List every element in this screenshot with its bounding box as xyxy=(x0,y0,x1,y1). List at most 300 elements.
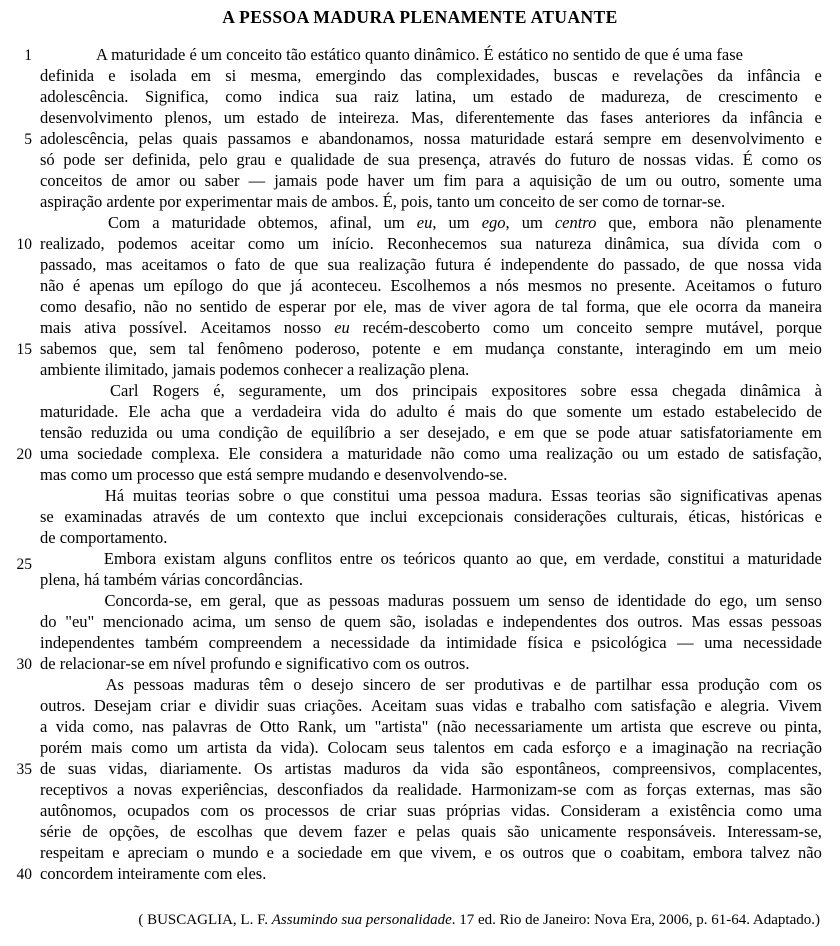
word: — xyxy=(248,171,266,190)
word: o xyxy=(196,843,205,862)
word: são xyxy=(507,822,530,841)
text-line xyxy=(0,275,840,296)
word: reduzida xyxy=(90,423,148,442)
word: meio xyxy=(788,339,822,358)
word: adolescência, xyxy=(40,129,129,148)
word: saber xyxy=(204,171,240,190)
word: se xyxy=(575,423,590,442)
word: para xyxy=(475,171,504,190)
word: obtemos, xyxy=(257,213,318,232)
word: sua xyxy=(327,255,350,274)
word: sempre xyxy=(645,318,693,337)
text-line xyxy=(0,716,840,737)
word: esforço xyxy=(562,738,611,757)
text-line xyxy=(0,464,840,485)
word: um xyxy=(383,213,405,232)
word: seus xyxy=(396,738,425,757)
word: à xyxy=(814,381,822,400)
word: considera xyxy=(259,444,323,463)
text-line xyxy=(0,86,840,107)
word: identidade xyxy=(617,591,686,610)
word: sobre xyxy=(238,486,275,505)
word: trabalho xyxy=(531,696,586,715)
word: próprias xyxy=(446,801,501,820)
word: mas xyxy=(764,780,791,799)
word: sincero xyxy=(362,675,411,694)
word: afinal, xyxy=(329,213,372,232)
word: ocorra xyxy=(695,297,738,316)
word: uma xyxy=(40,444,69,463)
word: equilíbrio xyxy=(310,423,376,442)
word: verdadeira xyxy=(251,402,322,421)
line-number: 30 xyxy=(16,656,32,673)
word: em xyxy=(723,339,744,358)
word: vida). xyxy=(280,738,319,757)
word: de xyxy=(255,297,271,316)
word: um xyxy=(631,402,653,421)
text-line xyxy=(0,842,840,863)
word: um xyxy=(340,381,362,400)
word: de xyxy=(111,171,127,190)
word: acha xyxy=(160,402,191,421)
word: como xyxy=(746,801,783,820)
word: do xyxy=(40,612,57,631)
line-text xyxy=(32,254,840,275)
text-line xyxy=(0,590,840,611)
word: nas xyxy=(141,717,164,736)
word: o xyxy=(603,843,613,862)
word: só xyxy=(40,150,55,169)
word: de xyxy=(806,402,822,421)
word: verdade, xyxy=(603,549,660,568)
word: mudança xyxy=(485,339,545,358)
word: de xyxy=(363,150,379,169)
word: É xyxy=(742,150,753,169)
word: um xyxy=(345,717,367,736)
line-text: concordem inteiramente com eles. xyxy=(40,864,267,883)
word: amor xyxy=(136,171,170,190)
word: com xyxy=(769,675,798,694)
word: diferentemente xyxy=(455,108,555,127)
word: de xyxy=(420,675,436,694)
word: são xyxy=(649,486,672,505)
text-line xyxy=(0,296,840,317)
word: haver xyxy=(367,171,405,190)
word: estabelecido xyxy=(714,402,797,421)
word: pode xyxy=(326,171,359,190)
word: a xyxy=(479,276,487,295)
word: conflitos xyxy=(274,549,332,568)
word: vida xyxy=(793,255,822,274)
word: ser xyxy=(399,423,420,442)
word: quanto xyxy=(463,549,509,568)
word: da xyxy=(745,297,762,316)
word: grau xyxy=(236,150,266,169)
word: a xyxy=(117,780,125,799)
word: uma xyxy=(508,444,538,463)
word: das xyxy=(566,108,589,127)
word: e xyxy=(484,843,492,862)
word: ego, xyxy=(481,213,510,232)
word: a xyxy=(152,213,160,232)
word: com xyxy=(772,234,801,253)
word: pessoas xyxy=(771,612,822,631)
text-line xyxy=(0,380,840,401)
word: outros. xyxy=(637,612,683,631)
word: que xyxy=(257,276,282,295)
line-text xyxy=(32,170,840,191)
word: quem xyxy=(344,612,381,631)
word: ao xyxy=(516,549,532,568)
line-text xyxy=(32,590,840,611)
word: e xyxy=(433,339,441,358)
word: pelo xyxy=(199,150,228,169)
word: possuem xyxy=(452,591,511,610)
word: é xyxy=(483,255,492,274)
word: teorias xyxy=(596,486,641,505)
word: respeitam xyxy=(40,843,105,862)
word: maturidade xyxy=(347,444,422,463)
word: podemos xyxy=(117,234,178,253)
word: centro xyxy=(554,213,597,232)
word: um xyxy=(521,213,543,232)
word: os xyxy=(807,675,822,694)
word: vidas. xyxy=(511,801,551,820)
word: outros. xyxy=(40,696,86,715)
text-line xyxy=(0,548,840,573)
word: é xyxy=(447,402,455,421)
word: de xyxy=(728,444,744,463)
word: de xyxy=(269,255,286,274)
word: como xyxy=(761,150,799,169)
word: constitui xyxy=(667,549,725,568)
word: madura. xyxy=(488,486,543,505)
word: embora xyxy=(692,843,743,862)
word: agora xyxy=(493,297,531,316)
word: vidas. xyxy=(695,150,735,169)
word: ser xyxy=(104,150,124,169)
word: artista xyxy=(620,717,662,736)
text-line xyxy=(0,65,840,86)
text-line xyxy=(0,737,840,758)
word: de xyxy=(319,612,336,631)
word: ou xyxy=(655,171,673,190)
word: fases xyxy=(600,108,634,127)
word: no xyxy=(590,276,608,295)
word: um xyxy=(472,87,494,106)
word: chegada xyxy=(671,381,727,400)
word: vida xyxy=(55,717,85,736)
word: e xyxy=(498,423,506,442)
word: um xyxy=(223,108,245,127)
word: de xyxy=(569,87,585,106)
word: essa xyxy=(661,675,689,694)
word: conceito xyxy=(576,318,633,337)
word: que xyxy=(532,402,557,421)
text-line xyxy=(0,779,840,800)
word: criações. xyxy=(304,696,363,715)
word: Desejam xyxy=(93,696,152,715)
word: o xyxy=(293,675,302,694)
word: das xyxy=(400,66,423,85)
word: de xyxy=(600,171,617,190)
text-line xyxy=(0,653,840,674)
word: os xyxy=(380,549,396,568)
word: teóricos xyxy=(403,549,456,568)
word: estado xyxy=(510,87,553,106)
word: si xyxy=(225,66,237,85)
word: Vivem xyxy=(777,696,822,715)
word: do xyxy=(694,591,711,610)
line-text xyxy=(32,758,840,779)
word: anteriores xyxy=(645,108,711,127)
word: sabemos xyxy=(40,339,97,358)
word: que xyxy=(294,255,319,274)
word: plenamente xyxy=(745,213,822,232)
text-line xyxy=(0,632,840,653)
word: eu, xyxy=(416,213,437,232)
word: não xyxy=(430,444,455,463)
word: ou xyxy=(179,171,196,190)
word: é, xyxy=(213,381,225,400)
word: de xyxy=(686,87,702,106)
word: como xyxy=(247,234,285,253)
word: passado, xyxy=(40,255,97,274)
word: constante, xyxy=(556,339,624,358)
word: vidas xyxy=(472,696,508,715)
word: série xyxy=(40,822,72,841)
word: opções, xyxy=(108,822,159,841)
word: Com xyxy=(108,213,141,232)
word: em xyxy=(452,339,473,358)
text-line xyxy=(0,191,840,212)
word: talentos xyxy=(433,738,485,757)
word: uma xyxy=(704,633,733,652)
paragraph-indent xyxy=(40,485,96,506)
word: Essas xyxy=(551,486,588,505)
word: culturais, xyxy=(616,507,678,526)
word: em xyxy=(661,129,682,148)
word: ego, xyxy=(719,591,748,610)
word: um xyxy=(413,171,435,190)
word: pessoas xyxy=(133,675,184,694)
word: a xyxy=(651,801,659,820)
word: nossa xyxy=(747,255,785,274)
word: e xyxy=(553,675,561,694)
word: e xyxy=(274,150,282,169)
word: experiências, xyxy=(181,780,268,799)
word: porque xyxy=(776,318,822,337)
line-text: de relacionar-se em nível profundo e significativo com os outros. xyxy=(40,654,470,673)
word: Embora xyxy=(103,549,157,568)
word: e xyxy=(515,696,523,715)
word: infância xyxy=(749,108,803,127)
word: artistas xyxy=(284,759,332,778)
word: compreendem xyxy=(208,633,303,652)
word: Significa, xyxy=(144,87,209,106)
word: senso xyxy=(785,591,822,610)
word: suas xyxy=(407,801,436,820)
word: porém xyxy=(40,738,83,757)
word: as xyxy=(306,591,321,610)
word: ativa xyxy=(84,318,117,337)
word: a xyxy=(331,444,339,463)
word: em xyxy=(493,738,514,757)
word: pode xyxy=(63,150,96,169)
word: ser xyxy=(445,675,465,694)
word: do xyxy=(597,255,615,274)
word: futuro xyxy=(781,276,822,295)
word: suas xyxy=(267,696,296,715)
text-line xyxy=(0,800,840,821)
word: mencionado xyxy=(103,612,184,631)
word: isoladas xyxy=(424,612,478,631)
word: Os xyxy=(254,759,273,778)
text-line xyxy=(0,233,840,254)
line-text: A maturidade é um conceito tão estático quanto dinâmico. É estático no sentido de que é uma fase xyxy=(96,45,743,64)
word: esperar xyxy=(278,297,327,316)
word: que xyxy=(300,486,325,505)
word: crescimento xyxy=(718,87,798,106)
text-line xyxy=(0,506,840,527)
word: realização xyxy=(358,255,426,274)
word: maduras xyxy=(193,675,250,694)
word: uma xyxy=(181,423,210,442)
word: alguns xyxy=(223,549,267,568)
word: por xyxy=(333,297,356,316)
word: ou xyxy=(621,444,639,463)
paragraph-indent xyxy=(40,548,96,569)
word: ocupados xyxy=(127,801,190,820)
paragraph-indent xyxy=(40,590,96,611)
word: suas xyxy=(67,759,97,778)
word: que xyxy=(637,297,661,316)
word: dinâmica, xyxy=(604,234,670,253)
source-attribution xyxy=(0,910,840,930)
word: e xyxy=(198,696,207,715)
word: maneira xyxy=(768,297,822,316)
word: realizado, xyxy=(40,234,105,253)
paragraph-indent xyxy=(40,380,96,401)
word: mais xyxy=(465,402,497,421)
word: e xyxy=(814,66,822,85)
word: da xyxy=(419,633,436,652)
word: sua xyxy=(682,234,705,253)
word: presença, xyxy=(418,150,481,169)
word: pinta, xyxy=(784,717,822,736)
word: processos xyxy=(264,801,330,820)
word: atuar xyxy=(638,423,672,442)
word: é xyxy=(72,276,81,295)
word: como, xyxy=(92,717,134,736)
word: aquisição xyxy=(529,171,592,190)
word: indica xyxy=(278,87,319,106)
word: independentes xyxy=(40,633,135,652)
word: um xyxy=(755,591,777,610)
word: tal xyxy=(188,339,205,358)
word: como xyxy=(492,318,530,337)
word: desconfiados xyxy=(277,780,364,799)
word: cada xyxy=(522,738,554,757)
word: de xyxy=(618,150,635,169)
word: ele, xyxy=(363,297,387,316)
word: um xyxy=(518,591,540,610)
word: como xyxy=(131,738,168,757)
word: existam xyxy=(163,549,216,568)
line-text: de comportamento. xyxy=(40,528,168,547)
word: independentes xyxy=(502,612,597,631)
word: escolhas xyxy=(196,822,253,841)
word: aceitamos xyxy=(141,255,208,274)
word: que, xyxy=(539,549,568,568)
line-number: 10 xyxy=(16,236,32,253)
word: um xyxy=(297,234,319,253)
word: maduras xyxy=(387,591,444,610)
word: receptivos xyxy=(40,780,108,799)
word: que xyxy=(335,507,360,526)
word: outro, xyxy=(681,171,721,190)
word: definida xyxy=(40,66,95,85)
word: através xyxy=(152,507,200,526)
word: diariamente. xyxy=(159,759,242,778)
word: recém-descoberto xyxy=(362,318,480,337)
word: acima, xyxy=(192,612,236,631)
line-text xyxy=(32,233,840,254)
word: em xyxy=(200,591,221,610)
word: buscas xyxy=(553,66,598,85)
word: conceitos xyxy=(40,171,103,190)
word: definida, xyxy=(132,150,191,169)
word: produção xyxy=(698,675,760,694)
line-text xyxy=(32,485,840,506)
word: desafio, xyxy=(84,297,137,316)
word: mas xyxy=(394,297,422,316)
word: e xyxy=(814,87,822,106)
word: Ele xyxy=(228,444,251,463)
word: ou xyxy=(759,717,777,736)
line-text xyxy=(32,296,840,317)
word: não xyxy=(143,297,168,316)
line-number: 20 xyxy=(16,446,32,463)
document-page xyxy=(0,7,840,946)
line-text xyxy=(32,506,840,527)
text-line xyxy=(0,212,840,233)
word: têm xyxy=(259,675,284,694)
word: somente xyxy=(566,402,622,421)
text-line xyxy=(0,569,840,590)
word: um xyxy=(625,171,647,190)
word: como xyxy=(225,87,262,106)
word: de xyxy=(286,423,303,442)
word: mas xyxy=(105,255,133,274)
word: excepcionais xyxy=(418,507,504,526)
word: partilhar xyxy=(595,675,652,694)
word: o xyxy=(283,486,292,505)
word: a xyxy=(732,549,740,568)
line-text xyxy=(32,86,840,107)
word: eu xyxy=(334,318,350,337)
word: a xyxy=(635,738,644,757)
word: nossas xyxy=(643,150,687,169)
word: sua xyxy=(335,87,358,106)
word: mesmos xyxy=(527,276,582,295)
word: futura xyxy=(435,255,475,274)
word: "artista" xyxy=(374,717,429,736)
word: senso xyxy=(274,612,312,631)
line-number: 40 xyxy=(16,866,32,883)
word: pessoa xyxy=(435,486,480,505)
word: e xyxy=(814,507,822,526)
